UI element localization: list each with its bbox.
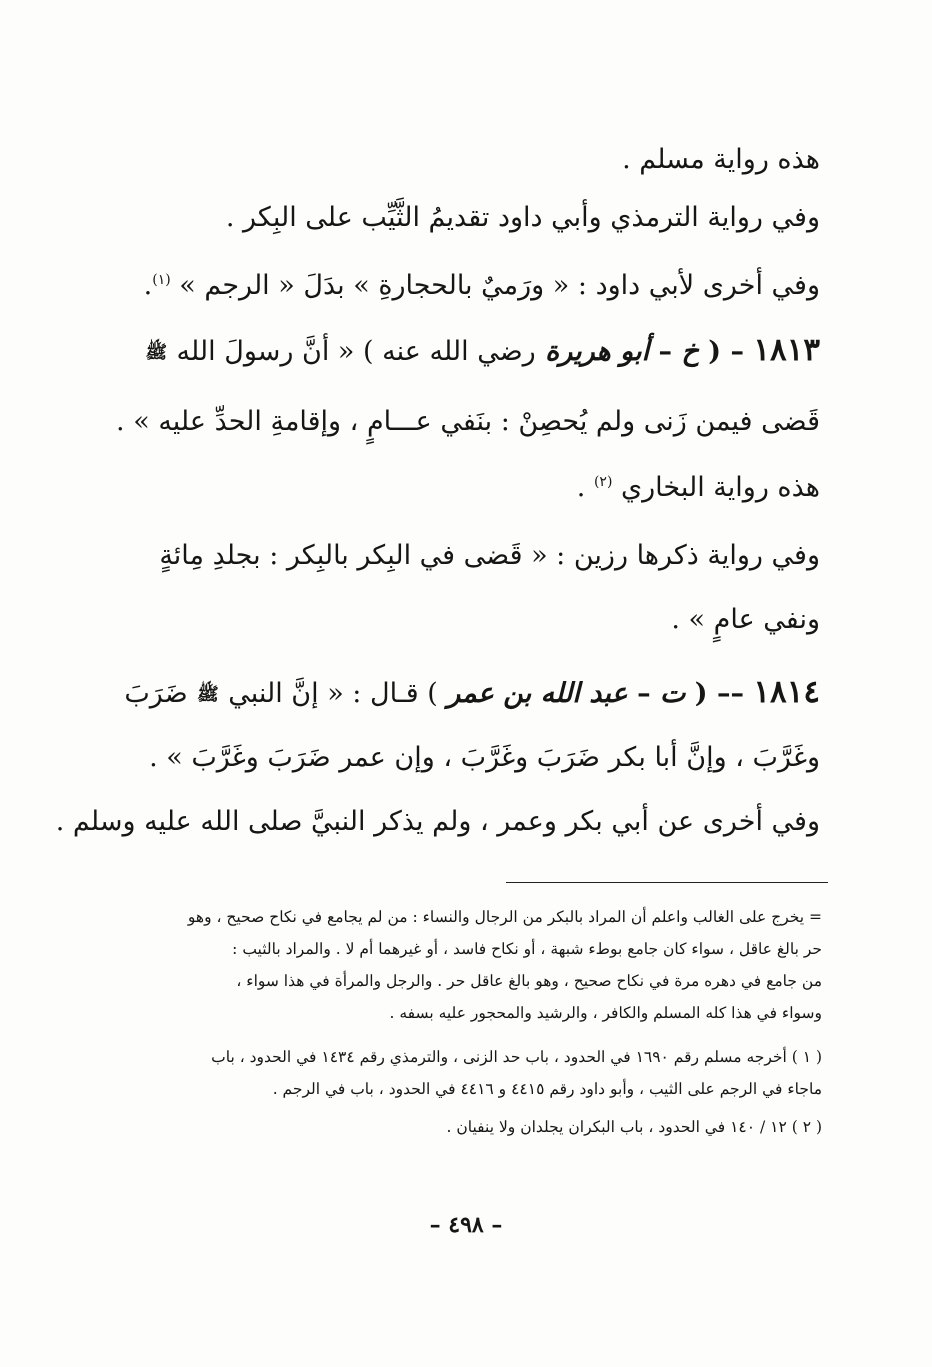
text-line bbox=[116, 402, 820, 442]
hadith-text: ضَرَبَ bbox=[124, 678, 188, 709]
footnote-line: = يخرج على الغالب واعلم أن المراد بالبكر من الرجال والنساء : من لم يجامع في نكاح صحيح ، وهو bbox=[187, 908, 822, 926]
hadith-number: ١٨١٣ bbox=[753, 332, 820, 368]
hadith-heading-1813 bbox=[145, 330, 820, 372]
line-text: وفي رواية الترمذي وأبي داود تقديمُ الثَّيِّب على البِكر . bbox=[225, 202, 820, 233]
line-text: هذه رواية البخاري bbox=[621, 472, 820, 503]
line-text: قَضى فيمن زَنى ولم يُحصِنْ : بنَفي عـــامٍ ، وإقامةِ الحدِّ عليه » . bbox=[116, 406, 820, 437]
line-text: هذه رواية مسلم . bbox=[622, 144, 820, 175]
hadith-open: – ( bbox=[708, 336, 744, 367]
source-code: خ bbox=[681, 336, 699, 367]
salutation-glyph: ﷺ bbox=[197, 683, 219, 705]
text-line bbox=[144, 260, 820, 306]
hadith-intro: ) قـال : « إنَّ النبي bbox=[228, 678, 438, 709]
text-line bbox=[577, 462, 820, 508]
footnote-line: ماجاء في الرجم على الثيب ، وأبو داود رقم ٤٤١٥ و ٤٤١٦ في الحدود ، باب في الرجم . bbox=[272, 1080, 822, 1098]
footnote-ref: (٢) bbox=[593, 474, 613, 490]
source-dash: – bbox=[637, 678, 651, 709]
line-text: وفي أخرى لأبي داود : « ورَميٌ بالحجارةِ » بدَلَ « الرجم » bbox=[179, 270, 820, 301]
source-dash: – bbox=[658, 336, 673, 367]
line-text: وفي أخرى عن أبي بكر وعمر ، ولم يذكر النبيَّ صلى الله عليه وسلم . bbox=[55, 806, 820, 837]
narrator-name: عبد الله بن عمر bbox=[447, 678, 628, 709]
text-line bbox=[226, 198, 820, 238]
hadith-number: ١٨١٤ bbox=[753, 674, 820, 710]
salutation-glyph: ﷺ bbox=[145, 341, 168, 363]
text-line bbox=[159, 536, 820, 576]
line-text: وغَرَّبَ ، وإنَّ أبا بكر ضَرَبَ وغَرَّبَ ، وإن عمر ضَرَبَ وغَرَّبَ » . bbox=[149, 742, 820, 773]
footnote-divider bbox=[506, 882, 828, 883]
text-line bbox=[149, 738, 820, 778]
text-line bbox=[671, 600, 820, 640]
footnote-line: ( ٢ ) ١٢ / ١٤٠ في الحدود ، باب البكران يجلدان ولا ينفيان . bbox=[446, 1118, 822, 1136]
text-line bbox=[56, 802, 820, 842]
text-line bbox=[622, 140, 820, 180]
hadith-intro: رضي الله عنه ) « أنَّ رسولَ الله bbox=[176, 336, 536, 367]
narrator-name: أبو هريرة bbox=[545, 336, 650, 367]
line-text: وفي رواية ذكرها رزين : « قَضى في البِكر بالبِكر : بجلدِ مِائةٍ bbox=[159, 540, 820, 571]
source-code: ت bbox=[659, 678, 686, 709]
hadith-open: –– ( bbox=[694, 678, 744, 709]
hadith-heading-1814 bbox=[124, 672, 820, 714]
footnote-ref: (١) bbox=[152, 272, 171, 288]
line-text: ونفي عامٍ » . bbox=[671, 604, 820, 635]
line-end: . bbox=[143, 270, 153, 301]
footnote-line: ( ١ ) أخرجه مسلم رقم ١٦٩٠ في الحدود ، باب حد الزنى ، والترمذي رقم ١٤٣٤ في الحدود ، باب bbox=[211, 1048, 822, 1066]
footnote-line: حر بالغ عاقل ، سواء كان جامع بوطء شبهة ، أو نكاح فاسد ، أو غيرهما أم لا . والمراد بالثيب : bbox=[232, 940, 822, 958]
footnote-line: وسواء في هذا كله المسلم والكافر ، والرشيد والمحجور عليه بسفه . bbox=[389, 1004, 822, 1022]
line-end: . bbox=[576, 472, 586, 503]
page-number: – ٤٩٨ – bbox=[429, 1212, 503, 1238]
footnote-line: من جامع في دهره مرة في نكاح صحيح ، وهو بالغ عاقل حر . والرجل والمرأة في هذا سواء ، bbox=[236, 972, 822, 990]
